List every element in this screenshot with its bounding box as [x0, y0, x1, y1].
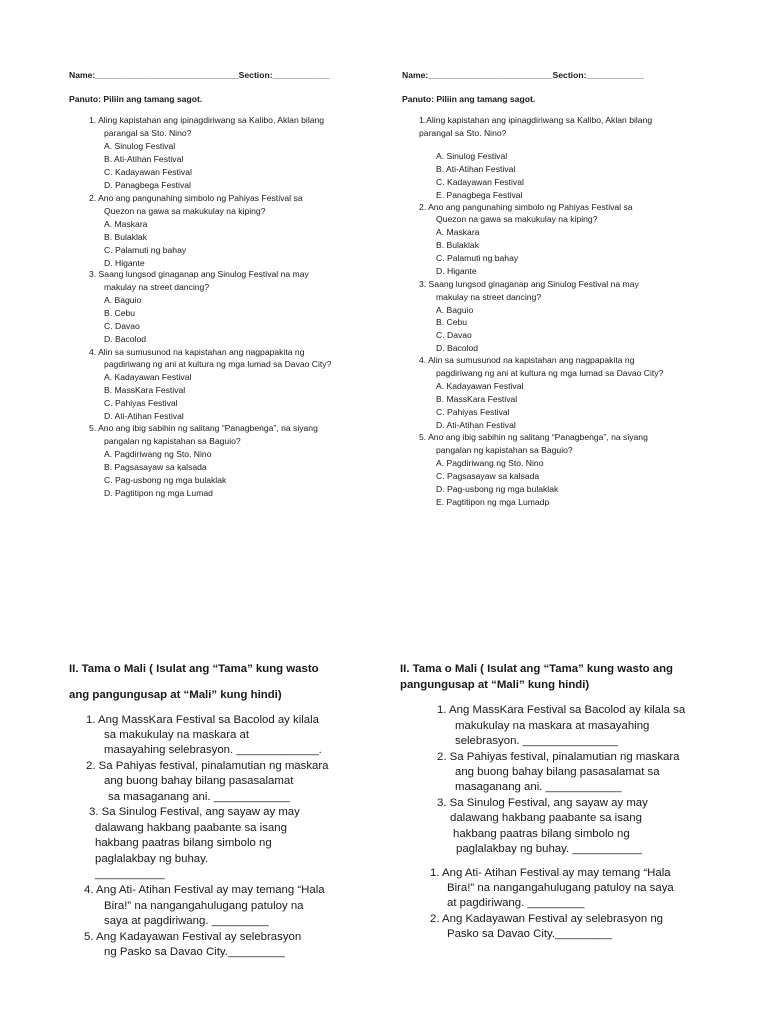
right-tf-line: makukulay na maskara at masayahing	[455, 720, 650, 732]
right-quiz-line: D. Pag-usbong ng mga bulaklak	[436, 484, 559, 494]
right-quiz-line: A. Pagdiriwang ng Sto. Nino	[436, 458, 544, 468]
left-quiz-line: B. Pagsasayaw sa kalsada	[104, 462, 207, 472]
right-name-line: Name:__________________________Section:____________	[402, 70, 644, 80]
right-tf-line: selebrasyon. _______________	[455, 735, 618, 747]
right-quiz-line: C. Pahiyas Festival	[436, 407, 510, 417]
left-tf-line: saya at pagdiriwang. _________	[104, 915, 269, 927]
left-quiz-line: C. Kadayawan Festival	[104, 167, 192, 177]
right-quiz-line: Quezon na gawa sa makukulay na kiping?	[436, 214, 598, 224]
left-quiz-line: 1. Aling kapistahan ang ipinagdiriwang sa Kalibo, Aklan bilang	[89, 115, 325, 125]
left-tf-line: 1. Ang MassKara Festival sa Bacolod ay kilala	[86, 714, 319, 726]
right-tf-line: Pasko sa Davao City._________	[447, 928, 613, 940]
right-tf-line: 2. Sa Pahiyas festival, pinalamutian ng maskara	[437, 751, 680, 763]
left-quiz-line: pagdiriwang ng ani at kultura ng mga lumad sa Davao City?	[104, 359, 332, 369]
right-quiz-line: pangalan ng kapistahan sa Baguio?	[436, 445, 573, 455]
left-quiz-line: pangalan ng kapistahan sa Baguio?	[104, 436, 241, 446]
left-tf-title: ang pangungusap at “Mali” kung hindi)	[69, 689, 282, 701]
left-quiz-line: D. Bacolod	[104, 334, 147, 344]
right-quiz-line: A. Kadayawan Festival	[436, 381, 524, 391]
left-quiz-line: C. Palamuti ng bahay	[104, 245, 187, 255]
right-quiz-line: 2. Ano ang pangunahing simbolo ng Pahiyas Festival sa	[419, 202, 633, 212]
right-tf-line: masaganang ani. ____________	[455, 781, 622, 793]
right-tf-line: Bira!” na nangangahulugang patuloy na saya	[447, 882, 674, 894]
left-quiz-line: B. Ati-Atihan Festival	[104, 154, 184, 164]
right-quiz-line: 3. Saang lungsod ginaganap ang Sinulog Festival na may	[419, 279, 639, 289]
right-tf-line: paglalakbay ng buhay. ___________	[456, 843, 642, 855]
right-quiz-line: 5. Ano ang ibig sabihin ng salitang “Panagbenga”, na siyang	[419, 432, 648, 442]
right-tf-line: 1. Ang Ati- Atihan Festival ay may temang “Hala	[430, 867, 671, 879]
left-tf-line: masayahing selebrasyon. _____________.	[104, 744, 322, 756]
right-instruction: Panuto: Piliin ang tamang sagot.	[402, 94, 536, 104]
left-tf-line: sa makukulay na maskara at	[104, 729, 249, 741]
left-quiz-line: 3. Saang lungsod ginaganap ang Sinulog Festival na may	[89, 269, 309, 279]
right-quiz-line: makulay na street dancing?	[436, 292, 542, 302]
right-tf-line: ang buong bahay bilang pasasalamat sa	[455, 766, 660, 778]
left-quiz-line: A. Pagdiriwang ng Sto. Nino	[104, 449, 212, 459]
left-quiz-line: 5. Ano ang ibig sabihin ng salitang “Panagbenga”, na siyang	[89, 423, 318, 433]
left-quiz-line: D. Pagtitipon ng mga Lumad	[104, 488, 213, 498]
right-tf-title: pangungusap at “Mali” kung hindi)	[400, 679, 590, 691]
right-tf-line: 3. Sa Sinulog Festival, ang sayaw ay may	[437, 797, 648, 809]
right-tf-line: dalawang hakbang paabante sa isang	[450, 812, 642, 824]
left-tf-line: ___________	[95, 868, 165, 880]
right-quiz-line: C. Kadayawan Festival	[436, 177, 524, 187]
right-quiz-line: D. Higante	[436, 266, 477, 276]
right-tf-line: 1. Ang MassKara Festival sa Bacolod ay kilala sa	[437, 704, 686, 716]
left-quiz-line: 2. Ano ang pangunahing simbolo ng Pahiyas Festival sa	[89, 193, 303, 203]
left-quiz-line: A. Kadayawan Festival	[104, 372, 192, 382]
left-tf-line: ang buong bahay bilang pasasalamat	[104, 775, 294, 787]
right-quiz-line: C. Pagsasayaw sa kalsada	[436, 471, 540, 481]
left-quiz-line: C. Pahiyas Festival	[104, 398, 178, 408]
right-quiz-line: B. Cebu	[436, 317, 468, 327]
left-quiz-line: 4. Alin sa sumusunod na kapistahan ang nagpapakita ng	[89, 347, 305, 357]
right-quiz-line: 1.Aling kapistahan ang ipinagdiriwang sa Kalibo, Aklan bilang	[419, 115, 653, 125]
left-tf-line: paglalakbay ng buhay.	[95, 853, 209, 865]
left-tf-line: dalawang hakbang paabante sa isang	[95, 822, 287, 834]
left-quiz-line: C. Davao	[104, 321, 140, 331]
left-quiz-line: A. Maskara	[104, 219, 148, 229]
right-tf-line: at pagdiriwang. _________	[447, 897, 585, 909]
right-quiz-line: E. Panagbega Festival	[436, 190, 523, 200]
left-quiz-line: Quezon na gawa sa makukulay na kiping?	[104, 206, 266, 216]
left-quiz-line: D. Higante	[104, 258, 145, 268]
left-quiz-line: C. Pag-usbong ng mga bulaklak	[104, 475, 227, 485]
right-quiz-line: A. Sinulog Festival	[436, 151, 508, 161]
left-quiz-line: A. Baguio	[104, 295, 142, 305]
right-tf-line: 2. Ang Kadayawan Festival ay selebrasyon ng	[430, 913, 664, 925]
left-tf-line: ng Pasko sa Davao City._________	[104, 946, 285, 958]
right-quiz-line: B. Ati-Atihan Festival	[436, 164, 516, 174]
left-quiz-line: D. Ati-Atihan Festival	[104, 411, 184, 421]
left-quiz-line: D. Panagbega Festival	[104, 180, 191, 190]
right-quiz-line: B. Bulaklak	[436, 240, 479, 250]
left-quiz-line: parangal sa Sto. Nino?	[104, 128, 192, 138]
left-tf-line: 5. Ang Kadayawan Festival ay selebrasyon	[84, 931, 302, 943]
right-quiz-line: D. Bacolod	[436, 343, 479, 353]
right-quiz-line: C. Davao	[436, 330, 472, 340]
right-quiz-line: A. Baguio	[436, 305, 474, 315]
right-quiz-line: parangal sa Sto. Nino?	[419, 128, 507, 138]
left-quiz-line: B. Cebu	[104, 308, 136, 318]
left-tf-line: 3. Sa Sinulog Festival, ang sayaw ay may	[89, 806, 300, 818]
left-tf-line: Bira!” na nangangahulugang patuloy na	[104, 900, 304, 912]
left-instruction: Panuto: Piliin ang tamang sagot.	[69, 94, 203, 104]
left-quiz-line: A. Sinulog Festival	[104, 141, 176, 151]
left-quiz-line: B. Bulaklak	[104, 232, 147, 242]
right-tf-title: II. Tama o Mali ( Isulat ang “Tama” kung wasto ang	[400, 663, 673, 675]
right-quiz-line: E. Pagtitipon ng mga Lumadp	[436, 497, 550, 507]
left-tf-line: hakbang paatras bilang simbolo ng	[95, 837, 272, 849]
right-quiz-line: 4. Alin sa sumusunod na kapistahan ang nagpapakita ng	[419, 355, 635, 365]
left-quiz-line: makulay na street dancing?	[104, 282, 210, 292]
left-tf-line: sa masaganang ani. ____________	[108, 791, 290, 803]
right-tf-line: hakbang paatras bilang simbolo ng	[453, 828, 630, 840]
left-quiz-line: B. MassKara Festival	[104, 385, 186, 395]
right-quiz-line: A. Maskara	[436, 227, 480, 237]
right-quiz-line: B. MassKara Festival	[436, 394, 518, 404]
right-quiz-line: D. Ati-Atihan Festival	[436, 420, 516, 430]
right-quiz-line: pagdiriwang ng ani at kultura ng mga lumad sa Davao City?	[436, 368, 664, 378]
left-tf-line: 2. Sa Pahiyas festival, pinalamutian ng maskara	[86, 760, 329, 772]
left-tf-line: 4. Ang Ati- Atihan Festival ay may temang “Hala	[84, 884, 325, 896]
right-quiz-line: C. Palamuti ng bahay	[436, 253, 519, 263]
left-name-line: Name:______________________________Section:____________	[69, 70, 330, 80]
left-tf-title: II. Tama o Mali ( Isulat ang “Tama” kung wasto	[69, 663, 319, 675]
